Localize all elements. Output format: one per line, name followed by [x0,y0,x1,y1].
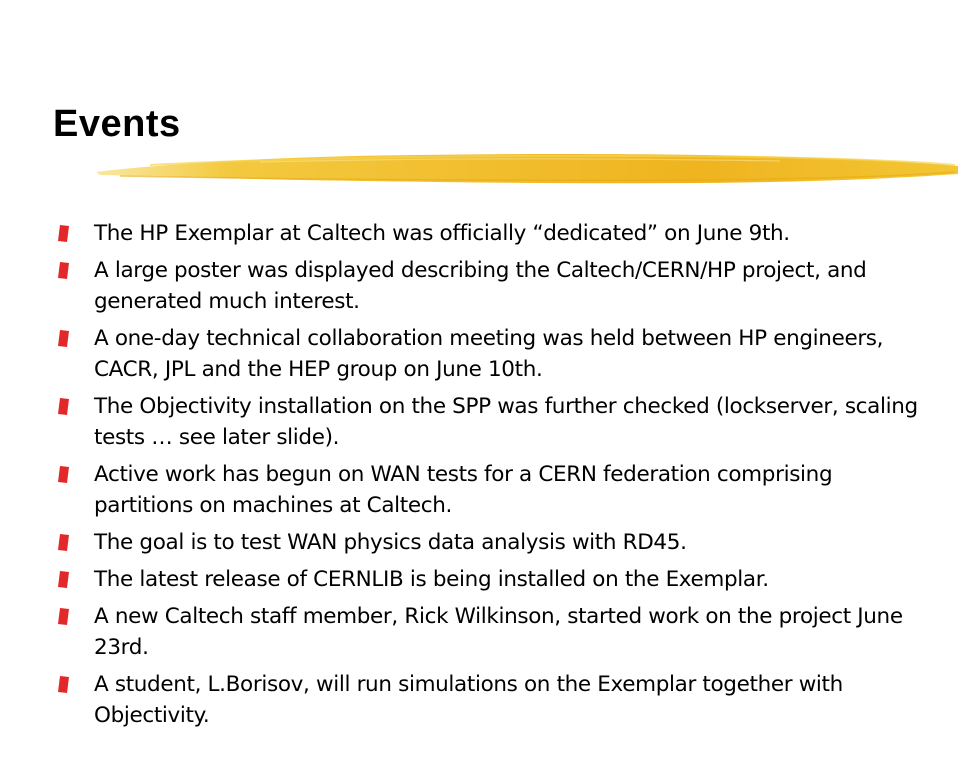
bullet-text: The Objectivity installation on the SPP was further checked (lockserver, scaling tests … see later slide). [94,394,918,450]
red-block-bullet-icon [58,608,69,625]
bullet-text: The HP Exemplar at Caltech was officially “dedicated” on June 9th. [94,221,790,246]
list-item [56,459,936,521]
red-block-bullet-icon [58,534,69,551]
red-block-bullet-icon [58,330,69,347]
bullet-text: A new Caltech staff member, Rick Wilkinson, started work on the project June 23rd. [94,604,903,660]
list-item [56,391,936,453]
bullet-list [56,218,936,737]
list-item [56,601,936,663]
list-item [56,218,936,249]
red-block-bullet-icon [58,398,69,415]
red-block-bullet-icon [58,262,69,279]
brush-stroke-underline [0,138,960,198]
bullet-text: A student, L.Borisov, will run simulations on the Exemplar together with Objectivity. [94,672,843,728]
list-item [56,255,936,317]
list-item [56,564,936,595]
list-item [56,527,936,558]
red-block-bullet-icon [58,676,69,693]
list-item [56,669,936,731]
red-block-bullet-icon [58,466,69,483]
red-block-bullet-icon [58,571,69,588]
bullet-text: A large poster was displayed describing the Caltech/CERN/HP project, and generated much interest. [94,258,867,314]
slide-title: Events [53,103,181,145]
list-item [56,323,936,385]
bullet-text: A one-day technical collaboration meeting was held between HP engineers, CACR, JPL and the HEP group on June 10th. [94,326,884,382]
bullet-text: Active work has begun on WAN tests for a CERN federation comprising partitions on machines at Caltech. [94,462,833,518]
bullet-text: The latest release of CERNLIB is being installed on the Exemplar. [94,567,769,592]
bullet-text: The goal is to test WAN physics data analysis with RD45. [94,530,687,555]
red-block-bullet-icon [58,225,69,242]
